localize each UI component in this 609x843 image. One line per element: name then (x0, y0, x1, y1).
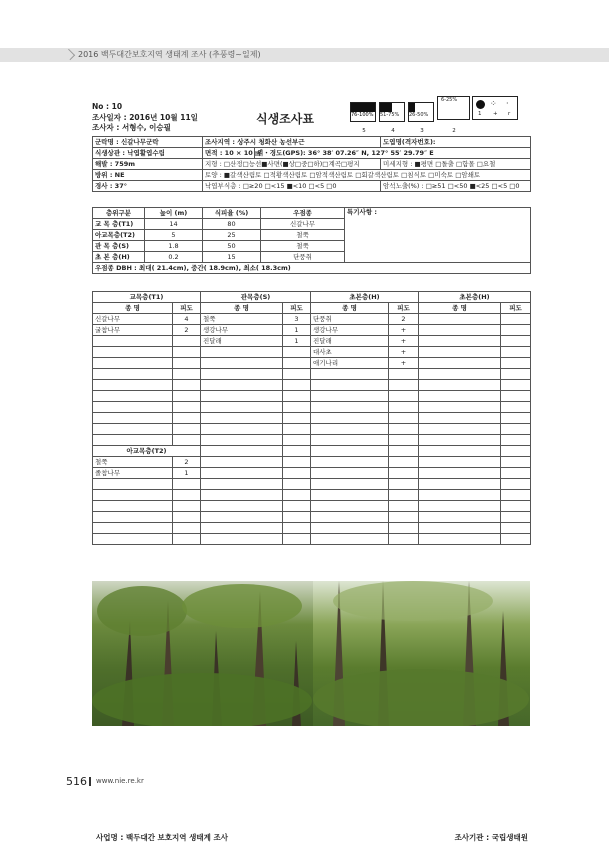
empty-cell (283, 501, 311, 512)
running-header-bar (0, 48, 609, 62)
empty-cell (201, 523, 283, 534)
table-row (93, 501, 531, 512)
running-header: 2016 백두대간보호지역 생태계 조사 (추풍령~일제) (78, 50, 261, 59)
species-cell: 1 (283, 325, 311, 336)
empty-cell (201, 512, 283, 523)
empty-cell (201, 391, 283, 402)
strata-cell: 50 (203, 241, 261, 252)
empty-cell (311, 446, 389, 457)
table-row (93, 402, 531, 413)
empty-cell (93, 380, 173, 391)
empty-cell (283, 534, 311, 545)
strata-cell: 14 (145, 219, 203, 230)
survey-location: 조사지역 : 상주시 청화산 농선부근 (203, 137, 381, 148)
species-cell: 생강나무 (311, 325, 389, 336)
chevron-icon (64, 49, 75, 60)
dot-icon: · (506, 99, 509, 108)
empty-cell (419, 468, 501, 479)
species-cell (173, 336, 201, 347)
site-photo-left (92, 581, 313, 726)
species-cell: + (389, 358, 419, 369)
strata-cell: 철쭉 (261, 241, 345, 252)
remarks: 특기사항 : (345, 208, 531, 263)
species-cell: 대사초 (311, 347, 389, 358)
empty-cell (501, 446, 531, 457)
empty-cell (201, 468, 283, 479)
empty-cell (389, 457, 419, 468)
form-title: 식생조사표 (256, 112, 314, 126)
community-name: 군락명 : 신갈나무군락 (93, 137, 203, 148)
empty-cell (93, 523, 173, 534)
empty-cell (283, 369, 311, 380)
circle-icon (476, 100, 485, 109)
empty-cell (311, 391, 389, 402)
slope: 경사 : 37° (93, 181, 203, 192)
strata-head: 식피율 (%) (203, 208, 261, 219)
empty-cell (201, 457, 283, 468)
empty-cell (389, 424, 419, 435)
empty-cell (201, 479, 283, 490)
empty-cell (93, 479, 173, 490)
empty-cell (311, 413, 389, 424)
species-table (92, 291, 531, 545)
species-cell: 2 (389, 314, 419, 325)
strata-cell: 15 (203, 252, 261, 263)
empty-cell (389, 391, 419, 402)
legend-cover-classes (472, 96, 518, 120)
species-cell: + (389, 347, 419, 358)
empty-cell (389, 501, 419, 512)
empty-cell (93, 512, 173, 523)
species-cell (501, 336, 531, 347)
strata-table (92, 207, 531, 274)
empty-cell (311, 424, 389, 435)
survey-date: 조사일자 : 2016년 10월 11일 (92, 113, 198, 122)
legend-label-5: 76-100% (350, 112, 376, 122)
empty-cell (173, 424, 201, 435)
empty-cell (283, 402, 311, 413)
empty-cell (283, 512, 311, 523)
empty-cell (501, 402, 531, 413)
vegetation-physiognomy: 식생상관 : 낙엽활엽수림 (93, 148, 203, 159)
empty-cell (311, 512, 389, 523)
empty-cell (419, 402, 501, 413)
table-row (93, 534, 531, 545)
forest-photo-right (313, 581, 530, 726)
empty-cell (93, 534, 173, 545)
strata-cell: 초 본 층(H) (93, 252, 145, 263)
empty-cell (419, 391, 501, 402)
project-name: 사업명 : 백두대간 보호지역 생태계 조사 (96, 833, 228, 842)
litter-layer: 낙엽부식층 : □≥20 □<15 ■<10 □<5 □0 (203, 181, 381, 192)
species-cell (283, 347, 311, 358)
col-head: 종 명 (311, 303, 389, 314)
empty-cell (173, 435, 201, 446)
empty-cell (311, 457, 389, 468)
layer-head: 관목층(S) (201, 292, 311, 303)
empty-cell (173, 479, 201, 490)
empty-cell (173, 534, 201, 545)
strata-cell: 아교목층(T2) (93, 230, 145, 241)
legend-label-plus: + (493, 111, 498, 117)
strata-cell: 25 (203, 230, 261, 241)
col-head: 종 명 (419, 303, 501, 314)
table-row (93, 347, 531, 358)
empty-cell (389, 468, 419, 479)
empty-cell (173, 501, 201, 512)
species-cell (93, 347, 173, 358)
page-separator (89, 777, 91, 786)
empty-cell (283, 479, 311, 490)
species-cell (419, 358, 501, 369)
empty-cell (283, 490, 311, 501)
species-cell (201, 358, 283, 369)
empty-cell (93, 490, 173, 501)
empty-cell (283, 424, 311, 435)
legend-label-r: r (508, 111, 511, 117)
table-row (93, 479, 531, 490)
empty-cell (501, 501, 531, 512)
empty-cell (311, 369, 389, 380)
empty-cell (173, 380, 201, 391)
strata-head: 우점종 (261, 208, 345, 219)
table-row (93, 413, 531, 424)
species-cell: 1 (173, 468, 201, 479)
empty-cell (201, 402, 283, 413)
empty-cell (201, 490, 283, 501)
page-number: 516 (66, 775, 87, 788)
empty-cell (501, 468, 531, 479)
empty-cell (501, 512, 531, 523)
empty-cell (173, 413, 201, 424)
empty-cell (93, 369, 173, 380)
species-cell (419, 314, 501, 325)
empty-cell (311, 380, 389, 391)
strata-cell: 80 (203, 219, 261, 230)
species-cell: 단풍취 (311, 314, 389, 325)
empty-cell (173, 523, 201, 534)
empty-cell (419, 523, 501, 534)
col-head: 피도 (173, 303, 201, 314)
legend-num: 5 (362, 128, 366, 134)
table-row (93, 424, 531, 435)
empty-cell (283, 413, 311, 424)
empty-cell (389, 435, 419, 446)
table-row (93, 325, 531, 336)
empty-cell (419, 479, 501, 490)
legend-box-2: 6-25% (437, 96, 470, 120)
empty-cell (311, 534, 389, 545)
col-head: 피도 (283, 303, 311, 314)
species-cell: 2 (173, 457, 201, 468)
empty-cell (419, 369, 501, 380)
table-row (93, 512, 531, 523)
empty-cell (283, 446, 311, 457)
soil-type: 토양 : ■갈색산림토 □적황색산림토 □암적색산림토 □회갈색산림토 □침식토 □미숙토 □암쇄토 (203, 170, 531, 181)
species-cell (173, 358, 201, 369)
species-cell (201, 347, 283, 358)
empty-cell (419, 490, 501, 501)
empty-cell (201, 534, 283, 545)
table-row (93, 314, 531, 325)
empty-cell (311, 435, 389, 446)
empty-cell (389, 490, 419, 501)
strata-head: 높이 (m) (145, 208, 203, 219)
empty-cell (93, 424, 173, 435)
empty-cell (311, 468, 389, 479)
survey-agency: 조사기관 : 국립생태원 (454, 833, 528, 842)
empty-cell (501, 457, 531, 468)
micro-terrain: 미세지형 : ■평면 □돌출 □함몰 □요철 (381, 159, 531, 170)
empty-cell (201, 446, 283, 457)
empty-cell (93, 402, 173, 413)
legend-num: 3 (420, 128, 424, 134)
strata-cell: 관 목 층(S) (93, 241, 145, 252)
species-cell (419, 336, 501, 347)
elevation: 해발 : 759m (93, 159, 203, 170)
col-head: 종 명 (201, 303, 283, 314)
strata-head: 층위구분 (93, 208, 145, 219)
species-cell: 3 (283, 314, 311, 325)
species-cell: 철쭉 (93, 457, 173, 468)
empty-cell (501, 490, 531, 501)
species-cell: 생강나무 (201, 325, 283, 336)
species-cell (93, 358, 173, 369)
empty-cell (283, 457, 311, 468)
species-cell: 2 (173, 325, 201, 336)
layer-head: 교목층(T1) (93, 292, 201, 303)
table-row (93, 358, 531, 369)
empty-cell (419, 380, 501, 391)
empty-cell (93, 413, 173, 424)
species-cell: 굴참나무 (93, 325, 173, 336)
site-photo-right (313, 581, 530, 726)
website-url: www.nie.re.kr (96, 777, 144, 785)
empty-cell (201, 380, 283, 391)
map-number: 도엽명(격자번호): (381, 137, 531, 148)
empty-cell (311, 523, 389, 534)
empty-cell (501, 413, 531, 424)
dots-icon: ⁘ (490, 99, 497, 108)
species-cell (501, 314, 531, 325)
empty-cell (389, 402, 419, 413)
plot-area: 면적 : 10 × 10 ㎡ (203, 148, 255, 159)
rock-exposure: 암석노출(%) : □≥51 □<50 ■<25 □<5 □0 (381, 181, 531, 192)
empty-cell (389, 369, 419, 380)
empty-cell (419, 424, 501, 435)
empty-cell (419, 512, 501, 523)
surveyor: 조사자 : 서형수, 이승필 (92, 123, 171, 132)
empty-cell (173, 402, 201, 413)
species-cell (419, 325, 501, 336)
empty-cell (389, 479, 419, 490)
empty-cell (501, 534, 531, 545)
species-cell: 4 (173, 314, 201, 325)
species-cell: 진달래 (311, 336, 389, 347)
species-cell: 졸참나무 (93, 468, 173, 479)
empty-cell (389, 512, 419, 523)
forest-photo-left (92, 581, 313, 726)
species-cell: 철쭉 (201, 314, 283, 325)
empty-cell (173, 512, 201, 523)
species-cell (501, 347, 531, 358)
col-head: 피도 (501, 303, 531, 314)
species-cell (283, 358, 311, 369)
table-row (93, 391, 531, 402)
species-cell (419, 347, 501, 358)
aspect: 방위 : NE (93, 170, 203, 181)
legend-num: 2 (452, 128, 456, 134)
empty-cell (389, 523, 419, 534)
dominant-dbh: 우점종 DBH : 최대( 21.4cm), 중간( 18.9cm), 최소( 18.3cm) (93, 263, 531, 274)
table-row (93, 380, 531, 391)
site-info-table (92, 136, 531, 192)
strata-cell: 신갈나무 (261, 219, 345, 230)
gps-coordinates: 위・경도(GPS): 36° 38′ 07.26″ N, 127° 55′ 29.79″ E (255, 148, 531, 159)
col-head: 피도 (389, 303, 419, 314)
empty-cell (201, 369, 283, 380)
terrain: 지형 : □산정□능선■사면(■상□중□하)□계곡□평지 (203, 159, 381, 170)
empty-cell (173, 490, 201, 501)
layer-head: 초본층(H) (311, 292, 419, 303)
empty-cell (283, 523, 311, 534)
empty-cell (201, 435, 283, 446)
empty-cell (93, 435, 173, 446)
layer-head: 초본층(H) (419, 292, 531, 303)
empty-cell (501, 380, 531, 391)
empty-cell (311, 501, 389, 512)
empty-cell (201, 413, 283, 424)
strata-cell: 교 목 층(T1) (93, 219, 145, 230)
strata-cell: 0.2 (145, 252, 203, 263)
empty-cell (501, 479, 531, 490)
empty-cell (419, 501, 501, 512)
form-number: No : 10 (92, 102, 123, 111)
legend-label-3: 26-50% (408, 112, 434, 122)
species-cell (173, 347, 201, 358)
species-cell: + (389, 325, 419, 336)
table-row (93, 369, 531, 380)
strata-cell: 5 (145, 230, 203, 241)
empty-cell (283, 380, 311, 391)
table-row (93, 457, 531, 468)
species-cell: + (389, 336, 419, 347)
table-row (93, 468, 531, 479)
species-cell: 애기나리 (311, 358, 389, 369)
empty-cell (419, 457, 501, 468)
table-row (93, 435, 531, 446)
empty-cell (173, 391, 201, 402)
empty-cell (419, 446, 501, 457)
empty-cell (389, 534, 419, 545)
empty-cell (201, 424, 283, 435)
legend-label-1: 1 (478, 111, 482, 117)
empty-cell (501, 435, 531, 446)
empty-cell (201, 501, 283, 512)
empty-cell (311, 479, 389, 490)
empty-cell (419, 435, 501, 446)
empty-cell (389, 380, 419, 391)
empty-cell (93, 501, 173, 512)
strata-cell: 철쭉 (261, 230, 345, 241)
table-row (93, 490, 531, 501)
table-row (93, 336, 531, 347)
legend-num: 4 (391, 128, 395, 134)
empty-cell (501, 391, 531, 402)
empty-cell (311, 490, 389, 501)
empty-cell (501, 523, 531, 534)
empty-cell (389, 413, 419, 424)
species-cell (501, 358, 531, 369)
empty-cell (283, 468, 311, 479)
species-cell (501, 325, 531, 336)
species-cell: 진달래 (201, 336, 283, 347)
t2-head: 아교목층(T2) (93, 446, 201, 457)
empty-cell (501, 424, 531, 435)
empty-cell (419, 413, 501, 424)
strata-cell: 1.8 (145, 241, 203, 252)
species-cell: 1 (283, 336, 311, 347)
empty-cell (93, 391, 173, 402)
empty-cell (419, 534, 501, 545)
species-cell (93, 336, 173, 347)
empty-cell (311, 402, 389, 413)
empty-cell (389, 446, 419, 457)
strata-cell: 단풍취 (261, 252, 345, 263)
empty-cell (501, 369, 531, 380)
legend-label-4: 51-75% (379, 112, 405, 122)
empty-cell (283, 435, 311, 446)
table-row (93, 523, 531, 534)
empty-cell (283, 391, 311, 402)
table-row (93, 446, 531, 457)
empty-cell (173, 369, 201, 380)
col-head: 종 명 (93, 303, 173, 314)
species-cell: 신갈나무 (93, 314, 173, 325)
